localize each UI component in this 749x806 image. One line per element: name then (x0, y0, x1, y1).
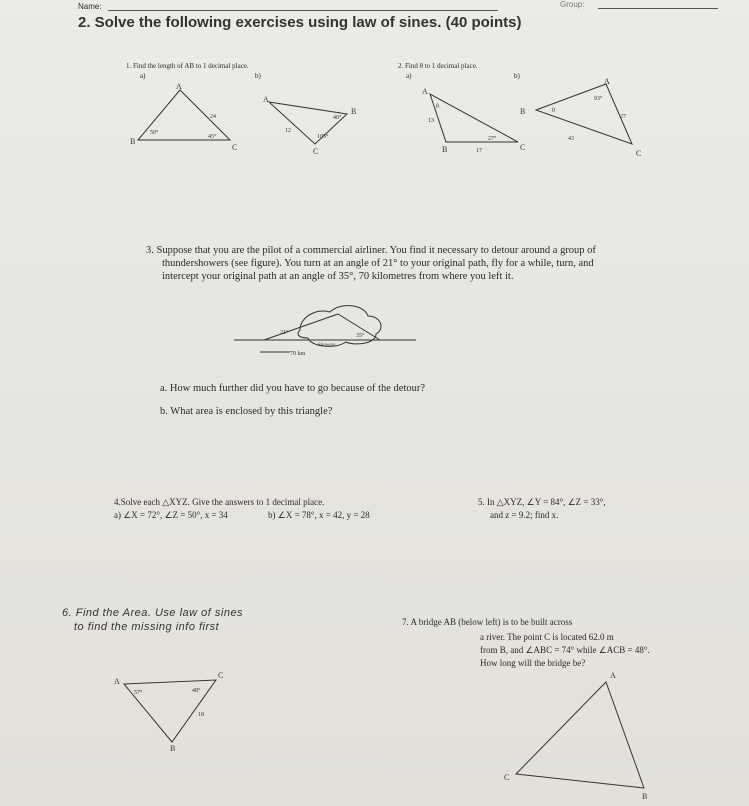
q1-part-a: a) (140, 72, 146, 80)
q3-line1: 3. Suppose that you are the pilot of a commercial airliner. You find it necessary to detour around a group of (146, 245, 596, 256)
q2a-side-bc: 17 (476, 148, 482, 154)
q2-part-a: a) (406, 72, 412, 80)
q7-label-b: B (642, 792, 648, 801)
q6-line1: 6. Find the Area. Use law of sines (62, 607, 244, 619)
q1a-label-b: B (130, 137, 136, 146)
q7-line2: a river. The point C is located 62.0 m (480, 632, 614, 642)
q2b-side: 27 (620, 114, 626, 120)
q7-line3: from B, and ∠ABC = 74° while ∠ACB = 48°. (480, 645, 650, 655)
q2a-label-a: A (422, 87, 428, 96)
q1b-label-c: C (313, 147, 319, 156)
q1-prompt: 1. Find the length of AB to 1 decimal place. (126, 62, 249, 70)
q2a-triangle-figure (418, 86, 528, 158)
q3-distance: 70 km (290, 351, 306, 357)
q5-line1: 5. In △XYZ, ∠Y = 84°, ∠Z = 33°, (478, 497, 606, 507)
q7-label-a: A (610, 671, 616, 680)
group-label: Group: (560, 0, 585, 9)
q3-cloud-label: Showers (318, 343, 336, 348)
q1a-label-c: C (232, 143, 238, 152)
q6-angle-a: 57° (134, 690, 143, 696)
q6-triangle-figure (112, 672, 232, 752)
q7-label-c: C (504, 773, 510, 782)
q4-part-a: a) ∠X = 72°, ∠Z = 50°, x = 34 (114, 510, 228, 520)
q1b-triangle (269, 102, 347, 144)
q6-label-a: A (114, 677, 120, 686)
q2a-triangle (430, 94, 518, 142)
q1a-label-a: A (176, 82, 182, 91)
q1a-angle-c: 45° (208, 134, 217, 140)
q6-label-b: B (170, 744, 176, 752)
q2a-theta: θ (436, 104, 439, 110)
q3-part-b: b. What area is enclosed by this triangle? (160, 406, 333, 417)
name-line[interactable] (108, 10, 498, 11)
q1b-side: 12 (285, 128, 291, 134)
q2a-label-c: C (520, 143, 526, 152)
q3-angle2: 35° (356, 333, 365, 339)
q2b-label-a: A (604, 78, 610, 86)
q2b-label-b: B (520, 107, 526, 116)
q3-part-a: a. How much further did you have to go because of the detour? (160, 383, 426, 394)
q1a-angle-b: 50° (150, 130, 159, 136)
q3-detour-leg1 (264, 314, 338, 340)
name-label: Name: (78, 2, 102, 11)
q1b-angle-c: 105° (317, 134, 329, 140)
q5-line2: and z = 9.2; find x. (490, 510, 559, 520)
q6-side: 18 (198, 712, 204, 718)
q2a-angle-c: 27° (488, 136, 497, 142)
q2b-side2: 43 (568, 136, 574, 142)
q3-angle1: 21° (280, 330, 289, 336)
section-title: 2. Solve the following exercises using law of sines. (40 points) (78, 14, 522, 31)
q1a-triangle-figure (130, 82, 240, 152)
q3-line3: intercept your original path at an angle of 35°, 70 kilometres from where you left it. (162, 271, 514, 282)
q3-line2: thundershowers (see figure). You turn at an angle of 21° to your original path, fly for a while, turn, and (162, 258, 594, 269)
q2b-triangle-figure (514, 78, 649, 160)
group-line[interactable] (598, 8, 718, 9)
q2b-theta: θ (552, 108, 555, 114)
q6-angle-c: 48° (192, 688, 201, 694)
q1b-label-b: B (351, 107, 357, 116)
q7-triangle (516, 682, 644, 788)
q1b-triangle-figure (255, 92, 365, 157)
q6-line2: to find the missing info first (74, 621, 220, 633)
q4-prompt: 4.Solve each △XYZ. Give the answers to 1 decimal place. (114, 497, 325, 507)
q3-detour-figure (230, 300, 420, 365)
q2a-label-b: B (442, 145, 448, 154)
q2b-angle-a: 93° (594, 96, 603, 102)
q1a-side: 24 (210, 114, 216, 120)
q4-part-b: b) ∠X = 78°, x = 42, y = 28 (268, 510, 370, 520)
q7-line1: 7. A bridge AB (below left) is to be built across (402, 617, 573, 627)
q1-part-b: b) (255, 72, 261, 80)
q2b-label-c: C (636, 149, 642, 158)
q2a-side-ab: 13 (428, 118, 434, 124)
q7-line4: How long will the bridge be? (480, 658, 586, 668)
q6-label-c: C (218, 672, 224, 680)
q1b-angle-b: 40° (333, 115, 342, 121)
q1b-label-a: A (263, 95, 269, 104)
q2-part-b: b) (514, 72, 520, 80)
q7-bridge-figure (498, 666, 668, 801)
q2b-triangle (536, 84, 632, 144)
q2-prompt: 2. Find θ to 1 decimal place. (398, 62, 478, 70)
